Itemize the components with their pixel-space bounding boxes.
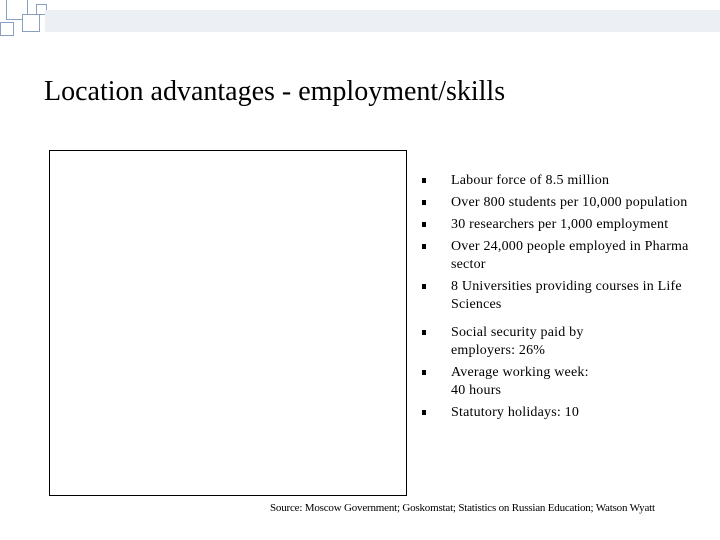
bullet-text: 8 Universities providing courses in Life Sciences — [451, 279, 682, 312]
bullet-text: Social security paid by employers: 26% — [451, 325, 584, 358]
bullet-text: 30 researchers per 1,000 employment — [451, 217, 669, 232]
list-item — [422, 216, 718, 234]
square-bullet-icon — [422, 330, 426, 335]
list-item — [422, 278, 718, 314]
list-item — [422, 238, 718, 274]
list-item — [422, 324, 601, 360]
square-bullet-icon — [422, 284, 426, 289]
decorative-square-medium — [22, 14, 40, 32]
list-item — [422, 172, 718, 190]
square-bullet-icon — [422, 178, 426, 183]
bullet-list — [422, 172, 718, 422]
source-note: Source: Moscow Government; Goskomstat; Statistics on Russian Education; Watson Wyatt — [270, 502, 655, 514]
square-bullet-icon — [422, 222, 426, 227]
list-item — [422, 364, 601, 400]
square-bullet-icon — [422, 244, 426, 249]
decorative-square-small — [0, 22, 14, 36]
bullet-text: Over 24,000 people employed in Pharma sector — [451, 239, 689, 272]
square-bullet-icon — [422, 200, 426, 205]
bullet-text: Statutory holidays: 10 — [451, 405, 580, 420]
header-bar — [45, 10, 720, 32]
bullet-text: Over 800 students per 10,000 population — [451, 195, 688, 210]
square-bullet-icon — [422, 370, 426, 375]
image-placeholder-frame — [49, 150, 407, 496]
list-item — [422, 194, 718, 212]
bullet-text: Average working week: 40 hours — [451, 365, 589, 398]
bullet-text: Labour force of 8.5 million — [451, 173, 610, 188]
list-item — [422, 404, 718, 422]
square-bullet-icon — [422, 410, 426, 415]
slide-title: Location advantages - employment/skills — [44, 76, 506, 107]
